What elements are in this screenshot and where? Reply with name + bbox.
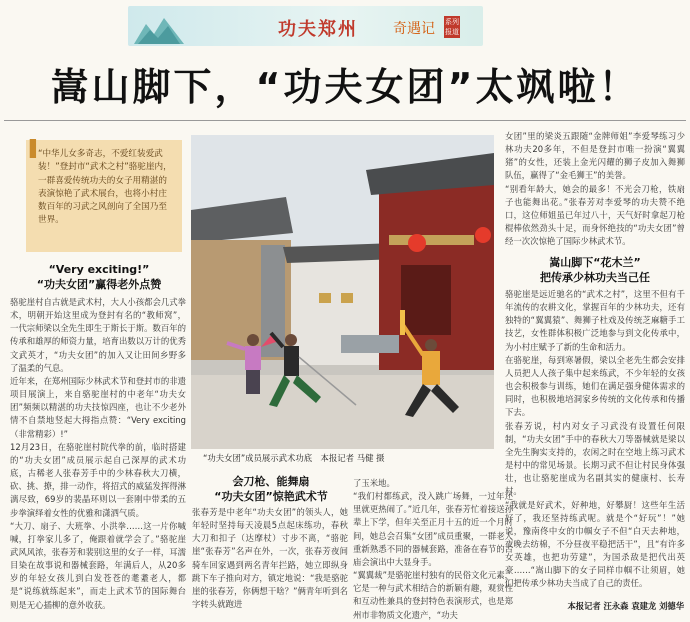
right-subheading bbox=[505, 255, 685, 285]
right-subheading-line2: 把传承少林功夫当己任 bbox=[540, 271, 650, 284]
mountain-icon bbox=[134, 16, 184, 44]
right-column-text-continued: 骆驼崖是远近驰名的“武术之村”，这里不但有千年流传的农耕文化，掌握百年的少林功夫，还有独特的“翼翼猿”、舞狮子杜戏及传统芝麻糖手工技艺，女性群体积极广泛地参与到文化传承中，为小村庄赋予了新的生命和活力。 在骆驼崖，每到寒暑假，梁以全老先生都会安排人员把人人孩子集中起来练武，不少年轻的女孩也会积极参与训练，她们在满足强身健体需求的同时，也积极地培洞家乡传统的文化传承和传播下去。 张春芳说，村内对女子习武没有设置任何限制，“功夫女团”手中的春秋大刀等器械就是梁以全先生胸实支持的，农闲之时在空地上练习武术是村中的常见场景。长期习武不但让村民身体强壮，也让骆驼崖成为名副其实的健康村、长寿村。 “我就是好武术，好种地，好攀厨！这些年生活好了，我还坚持练武呢。就是个“好玩”！”她说，豫南佟中女的巾帼女子不但“白天去种地，夜晚去纺棉，不分昼夜平稳把活干”，且“有许多女英雄，也把功劳建”，为国杀敌是把代出英豪……“嵩山脚下的女子同样巾帼不让须眉，她们把传承少林功夫当成了自己的责任。 bbox=[505, 289, 685, 589]
article-photo bbox=[191, 135, 494, 449]
mid-subheading bbox=[196, 474, 346, 504]
left-subheading bbox=[14, 262, 184, 292]
mid-column-text: 张春芳是中老年“功夫女团”的领头人，她年轻时坚持每天凌晨5点起床练功，春秋大刀和扣子（达摩杖）寸步不离，“骆驼崖“张春芳”名声在外，一次，张春芳夜间骑车回家遇到两名青年拦路，她立即纵身跳下车子推向对方，镇定地说：“我是骆驼崖的张春芳，你俩想干啥？”俩青年听到名字转头就跑进 bbox=[192, 507, 348, 610]
headline: 嵩山脚下，“功夫女团”太飒啦！ bbox=[50, 65, 640, 109]
quote-mark-icon: ▌ bbox=[30, 139, 43, 158]
mid-subheading-line2: “功夫女团”惊艳武术节 bbox=[214, 490, 328, 503]
left-subheading-line2: “功夫女团”赢得老外点赞 bbox=[36, 278, 162, 291]
left-subheading-line1: “Very exciting!” bbox=[48, 263, 150, 276]
byline: 本报记者 汪永森 袁建龙 刘德华 bbox=[567, 601, 684, 611]
kungfu-women-illustration bbox=[191, 135, 494, 449]
divider bbox=[4, 120, 686, 121]
photo-caption: “功夫女团”成员展示武术功底 本报记者 马健 摄 bbox=[203, 453, 385, 463]
banner-subtitle: 奇遇记 bbox=[393, 21, 435, 37]
mid-column-text-continued: 了玉米地。 “我们村都练武，没入跳广场舞，一过年还里就更热闹了。”近几年，张春芳忙着接送孙辈上下学，但年关至正月十五的近一个月时间，她总会召集“女团”成员重聚，一群老人重新熟悉不同的器械套路，准备在春节的古庙会演出中大显身手。 “翼翼裁”是骆驼崖村独有的民俗文化元素，它是一种与武术相结合的新颖有趣，观赏性和互动性兼具的登封特色表演形式，也是郑州市非物质文化遗产，“功夫 bbox=[353, 478, 513, 620]
left-column-text: 骆驼崖村自古就是武术村，大人小孩都会几式拳术，明朝开始这里成为登封有名的“教师窝”，一代宗师梁以全先生即生于斯长于斯。数百年的传承和雄厚的师资力量，培育出数以万计的优秀文武英才，“功夫女团”的加入又让田间乡野多了温柔的气息。 近年来，在郑州国际少林武术节和登封市的非遗项目展演上，来自骆驼崖村的中老年“功夫女团”频频以精湛的功夫技惊四座，也让不少老外情不自禁地竖起大拇指点赞：“Very exciting（非常精彩）!” 12月23日，在骆驼崖村院代拳的前，临时搭建的“功夫女团”成员展示起自己深厚的武术功底，古稀老人张春芳手中的少林春秋大刀横，砍、挑、撩，排一动作，将招式的威猛发挥得淋漓尽致，69岁的裴晶环则以一套刚中带柔的五步拳演绎着女性的优雅和潇洒气质。 “大刀、扇子、大班拳、小洪拳……这一片你喊喊，打拳家儿多了，俺跟着就学会了。”骆驼崖武风风浓，张春芳和裴别这里的女子一样，耳濡目染在故事说和器械套路，年满后人，从20多岁的年轻女孩儿到白发苍苍的耄耋老人，都是“说练就练起来”，而走上武术节的国际舞台则是无心插柳的意外收获。 bbox=[10, 297, 186, 610]
pull-quote bbox=[26, 140, 182, 252]
mid-subheading-line1: 会刀枪、能舞扇 bbox=[232, 475, 310, 488]
right-subheading-line1: 嵩山脚下“花木兰” bbox=[549, 256, 641, 269]
banner-tag: 系列报道 bbox=[445, 18, 459, 36]
series-banner bbox=[128, 6, 483, 46]
right-column-text: 女团”里的梁炎五跟随“金牌师姐”李爱琴练习少林功夫20多年，不但是登封市唯一扮演“翼翼猪”的女性，还装上金光闪耀的狮子皮加入舞狮队伍，赢得了“金毛狮王”的美誉。 “别看年龄大，她会的最多！不光会刀枪，铁扇子也能舞出花。”张春芳对李爱琴的功夫赞不绝口，这位师姐虽已年过八十，天气好时拿起刀枪棍棒依然劲头十足，而身怀绝技的“功夫女团”曾经一次次惊艳了国际少林武术节。 bbox=[505, 131, 685, 247]
pull-quote-text: “中华儿女多奇志，不爱红装爱武装！”登封市“武术之村”骆驼崖内，一群喜爱传统功夫的女子用精湛的表演惊艳了武术展台，也将小村庄数百年的习武之风剖向了全国乃至世界。 bbox=[38, 149, 172, 226]
banner-title: 功夫郑州 bbox=[278, 19, 358, 40]
